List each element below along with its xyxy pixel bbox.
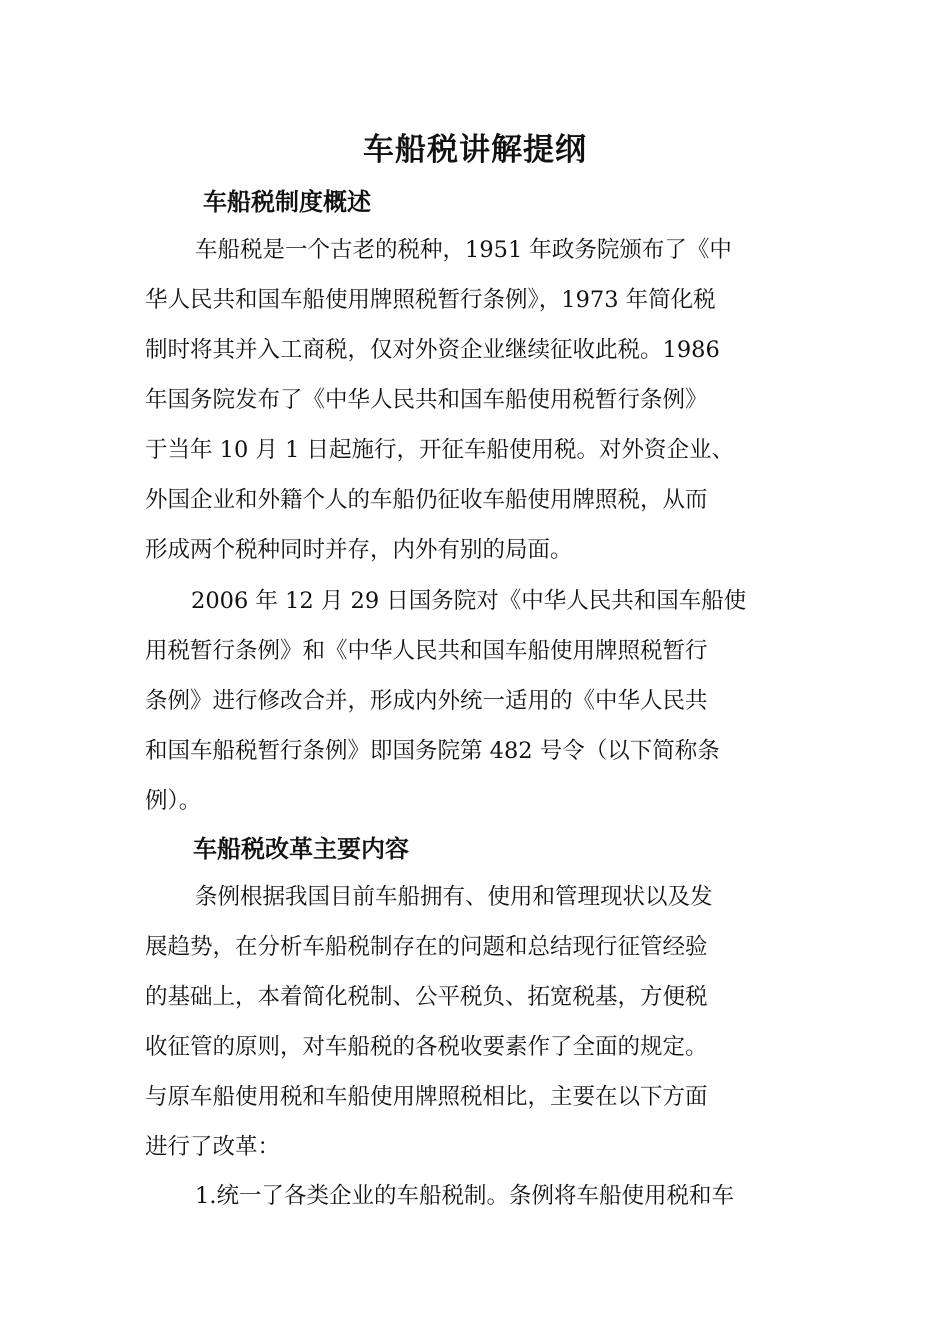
paragraph-line: 进行了改革： (145, 1134, 281, 1160)
paragraph-line: 车船税是一个古老的税种，1951 年政务院颁布了《中 (195, 237, 732, 263)
paragraph-line: 展趋势，在分析车船税制存在的问题和总结现行征管经验 (145, 934, 708, 960)
paragraph-line: 与原车船使用税和车船使用牌照税相比，主要在以下方面 (145, 1084, 708, 1110)
paragraph-line: 用税暂行条例》和《中华人民共和国车船使用牌照税暂行 (145, 638, 708, 664)
paragraph-line: 于当年 10 月 1 日起施行，开征车船使用税。对外资企业、 (145, 437, 735, 463)
paragraph-line: 例）。 (145, 788, 202, 814)
paragraph-line: 外国企业和外籍个人的车船仍征收车船使用牌照税，从而 (145, 487, 708, 513)
paragraph-reform-point-1 (145, 1171, 807, 1221)
paragraph-line: 条例根据我国目前车船拥有、使用和管理现状以及发 (195, 884, 713, 910)
paragraph-line: 制时将其并入工商税，仅对外资企业继续征收此税。1986 (145, 337, 720, 363)
paragraph-line: 年国务院发布了《中华人民共和国车船使用税暂行条例》 (145, 387, 708, 413)
section-heading-reform: 车船税改革主要内容 (193, 834, 409, 863)
paragraph-line: 2006 年 12 月 29 日国务院对《中华人民共和国车船使 (191, 588, 747, 614)
paragraph-line: 1.统一了各类企业的车船税制。条例将车船使用税和车 (195, 1183, 734, 1209)
paragraph-reform-intro (145, 872, 807, 1172)
paragraph-line: 华人民共和国车船使用牌照税暂行条例》，1973 年简化税 (145, 287, 716, 313)
paragraph-line: 收征管的原则，对车船税的各税收要素作了全面的规定。 (145, 1034, 708, 1060)
paragraph-merger (145, 576, 807, 826)
paragraph-history (145, 225, 807, 575)
paragraph-line: 形成两个税种同时并存，内外有别的局面。 (145, 537, 573, 563)
paragraph-line: 条例》进行修改合并，形成内外统一适用的《中华人民共 (145, 688, 708, 714)
paragraph-line: 和国车船税暂行条例》即国务院第 482 号令（以下简称条 (145, 738, 720, 764)
section-heading-overview: 车船税制度概述 (203, 187, 371, 216)
document-title: 车船税讲解提纲 (363, 132, 587, 168)
paragraph-line: 的基础上，本着简化税制、公平税负、拓宽税基，方便税 (145, 984, 708, 1010)
